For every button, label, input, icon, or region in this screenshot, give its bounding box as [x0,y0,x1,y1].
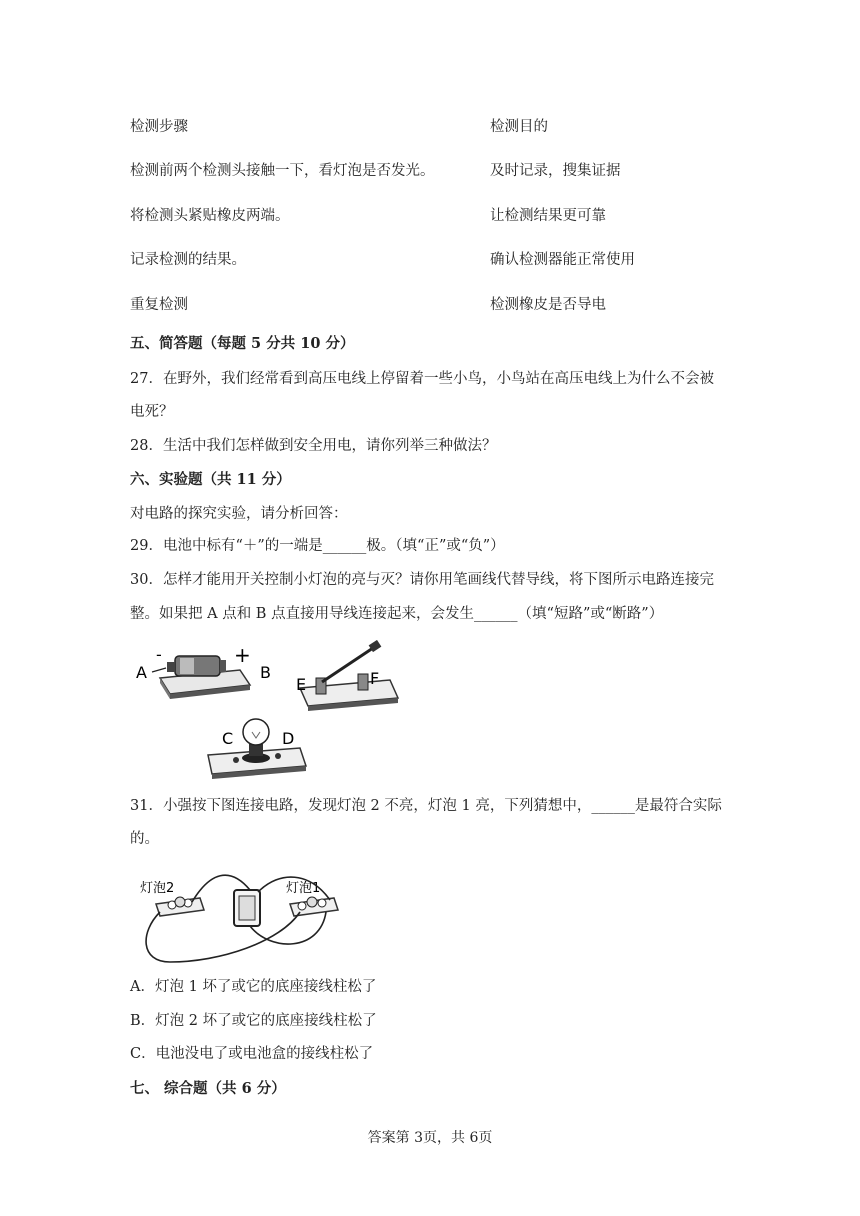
label-plus: + [234,643,251,667]
label-e: E [296,675,307,694]
switch-on-board [300,640,398,711]
question-31-line2: 的。 [130,831,159,847]
option-b: B．灯泡 2 坏了或它的底座接线柱松了 [130,1013,377,1029]
section-heading-6: 六、实验题（共 11 分） [130,471,291,488]
table-row-purpose: 确认检测器能正常使用 [490,252,635,268]
table-row-step: 将检测头紧贴橡皮两端。 [130,208,290,224]
question-27-line2: 电死？ [130,404,174,420]
label-f: F [370,669,380,688]
label-bulb-2: 灯泡2 [140,881,175,896]
table-row-purpose: 让检测结果更可靠 [490,208,606,224]
table-row-step: 重复检测 [130,297,188,313]
question-30-line2: 整。如果把 A 点和 B 点直接用导线连接起来，会发生______（填“短路”或“断路”） [130,606,664,622]
question-31-line1: 31．小强按下图连接电路，发现灯泡 2 不亮，灯泡 1 亮，下列猜想中，______是最符合实际 [130,798,722,814]
table-row-purpose: 检测橡皮是否导电 [490,297,606,313]
label-d: D [282,729,295,748]
circuit-components-figure [130,640,420,780]
question-29: 29．电池中标有“＋”的一端是______极。（填“正”或“负”） [130,538,505,554]
table-header-purpose: 检测目的 [490,119,548,135]
table-row-step: 记录检测的结果。 [130,252,246,268]
question-30-line1: 30．怎样才能用开关控制小灯泡的亮与灭？请你用笔画线代替导线，将下图所示电路连接完 [130,572,714,588]
two-bulb-circuit-figure [130,862,345,970]
label-b: B [260,663,271,682]
experiment-intro: 对电路的探究实验，请分析回答： [130,506,348,522]
option-a: A．灯泡 1 坏了或它的底座接线柱松了 [130,979,377,995]
bulb-2-holder [156,897,204,916]
bulb-on-board [208,719,306,779]
label-bulb-1: 灯泡1 [286,881,321,896]
table-row-step: 检测前两个检测头接触一下，看灯泡是否发光。 [130,163,435,179]
page-footer: 答案第 3页，共 6页 [367,1130,493,1146]
label-a: A [136,663,147,682]
question-27-line1: 27．在野外，我们经常看到高压电线上停留着一些小鸟，小鸟站在高压电线上为什么不会被 [130,371,714,387]
bulb-1-holder [290,897,338,916]
option-c: C．电池没电了或电池盒的接线柱松了 [130,1046,374,1062]
section-heading-7: 七、 综合题（共 6 分） [130,1080,286,1097]
table-row-purpose: 及时记录，搜集证据 [490,163,621,179]
label-minus: - [156,645,162,664]
section-heading-5: 五、简答题（每题 5 分共 10 分） [130,335,355,352]
label-c: C [222,729,234,748]
question-28: 28．生活中我们怎样做到安全用电，请你列举三种做法？ [130,438,497,454]
battery-box [234,890,260,926]
table-header-steps: 检测步骤 [130,119,188,135]
